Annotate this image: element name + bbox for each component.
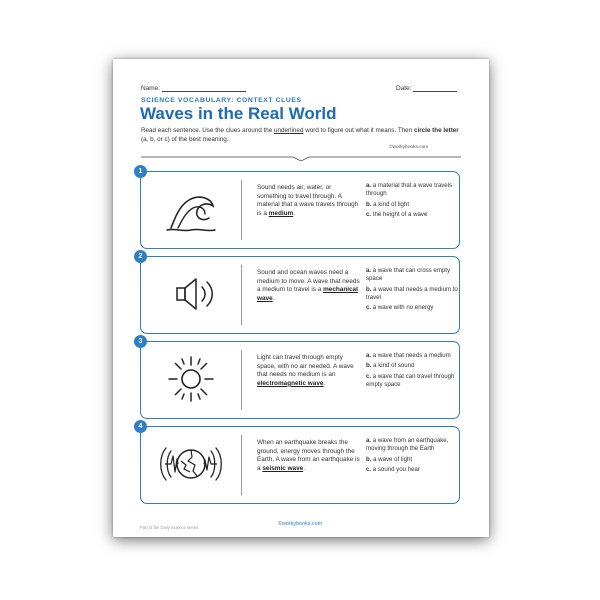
option-c[interactable] <box>366 211 466 219</box>
option-text: a kind of sound <box>373 362 415 370</box>
sentence-end: . <box>303 464 305 472</box>
sentence-end: . <box>323 379 326 387</box>
sentence-text: Sound needs air, water, or something to travel through. A material that a wave travels through is a <box>257 184 359 217</box>
instructions-text-1: Read each sentence. Use the clues around the <box>141 127 275 134</box>
option-c[interactable] <box>366 304 466 312</box>
question-card-4 <box>138 423 460 504</box>
option-letter: b. <box>366 362 372 370</box>
question-sentence <box>257 269 361 303</box>
footer-site-link[interactable]: ©workybooks.com <box>278 521 323 527</box>
instructions-text-2: word to figure out what it means. Then <box>303 127 414 134</box>
option-letter: a. <box>366 182 372 189</box>
option-c[interactable] <box>366 373 466 390</box>
option-text: a sound you hear <box>372 465 420 473</box>
name-label: Name: <box>141 85 161 92</box>
question-card-3 <box>138 338 460 419</box>
option-text: a wave that can cross empty space <box>366 267 451 283</box>
sentence-text: Sound and ocean waves need a medium to move. A wave that needs a medium to travel is a <box>257 269 360 294</box>
subject-kicker: SCIENCE VOCABULARY: CONTEXT CLUES <box>141 97 302 104</box>
vocab-word: seismic wave <box>262 464 304 472</box>
card-divider <box>241 180 242 240</box>
question-number-badge: 4 <box>134 420 147 433</box>
answer-options <box>366 267 466 314</box>
option-letter: b. <box>366 285 372 293</box>
option-letter: c. <box>366 372 372 380</box>
question-sentence <box>257 354 361 388</box>
option-letter: a. <box>366 437 372 444</box>
option-b[interactable] <box>366 201 466 209</box>
wave-icon <box>151 184 231 234</box>
option-letter: c. <box>366 465 372 473</box>
question-card-1 <box>138 168 460 249</box>
date-label: Date: <box>396 85 412 92</box>
option-b[interactable] <box>366 456 466 464</box>
speaker-icon <box>151 269 231 319</box>
option-text: a material that a wave travels through <box>366 182 453 198</box>
option-text: the height of a wave <box>372 210 428 218</box>
instructions-underlined: underlined <box>274 127 304 134</box>
sentence-end: . <box>293 209 296 217</box>
date-field[interactable] <box>396 85 457 92</box>
date-line <box>413 85 457 92</box>
question-card-2 <box>138 253 460 334</box>
earthquake-icon <box>151 439 231 489</box>
option-text: a wave with no energy <box>372 304 434 312</box>
sentence-text: When an earthquake breaks the ground, energy moves through the Earth. A wave from an earthquake is a <box>257 439 360 472</box>
option-a[interactable] <box>366 267 466 284</box>
sentence-text: Light can travel through empty space, with no air needed. A wave that needs no medium is an <box>257 354 354 379</box>
option-letter: c. <box>366 304 372 312</box>
instructions-bold: circle the letter <box>413 127 459 134</box>
answer-options <box>366 352 466 391</box>
instructions <box>141 127 461 144</box>
question-sentence <box>257 184 361 218</box>
footer-series: Part of the Daily Science series <box>140 525 199 530</box>
sun-icon <box>151 354 231 404</box>
option-b[interactable] <box>366 286 466 303</box>
option-letter: a. <box>366 267 372 274</box>
card-divider <box>241 265 242 325</box>
card-divider <box>241 350 242 410</box>
option-a[interactable] <box>366 182 466 199</box>
option-a[interactable] <box>366 437 466 454</box>
option-a[interactable] <box>366 352 466 360</box>
vocab-word: electromagnetic wave <box>257 379 324 387</box>
option-text: a wave that can travel through empty space <box>366 372 455 388</box>
question-number-badge: 1 <box>134 165 147 178</box>
card-divider <box>241 435 242 495</box>
option-letter: c. <box>366 210 372 218</box>
option-text: a kind of light <box>373 200 410 208</box>
question-sentence <box>257 439 361 473</box>
name-line <box>162 85 246 92</box>
question-number-badge: 3 <box>134 335 147 348</box>
option-text: a wave that needs a medium to travel <box>366 285 458 301</box>
option-text: a wave of light <box>373 455 413 463</box>
instructions-text-3: (a, b, or c) of the best meaning. <box>141 135 229 143</box>
answer-options <box>366 182 466 221</box>
option-text: a wave that needs a medium <box>372 352 451 359</box>
option-c[interactable] <box>366 466 466 474</box>
vocab-word: mechanical wave <box>257 286 358 302</box>
option-letter: b. <box>366 455 372 463</box>
option-text: a wave from an earthquake, moving through the Earth <box>366 437 449 453</box>
answer-options <box>366 437 466 476</box>
option-b[interactable] <box>366 362 466 370</box>
question-number-badge: 2 <box>134 250 147 263</box>
vocab-word: medium <box>268 209 294 217</box>
option-letter: a. <box>366 352 372 359</box>
option-letter: b. <box>366 200 372 208</box>
header-divider <box>141 155 461 161</box>
worksheet-page <box>113 59 489 537</box>
name-field[interactable] <box>141 85 246 92</box>
sentence-end: . <box>272 294 275 302</box>
page-title: Waves in the Real World <box>140 104 337 123</box>
copyright-top: ©workybooks.com <box>389 145 429 150</box>
